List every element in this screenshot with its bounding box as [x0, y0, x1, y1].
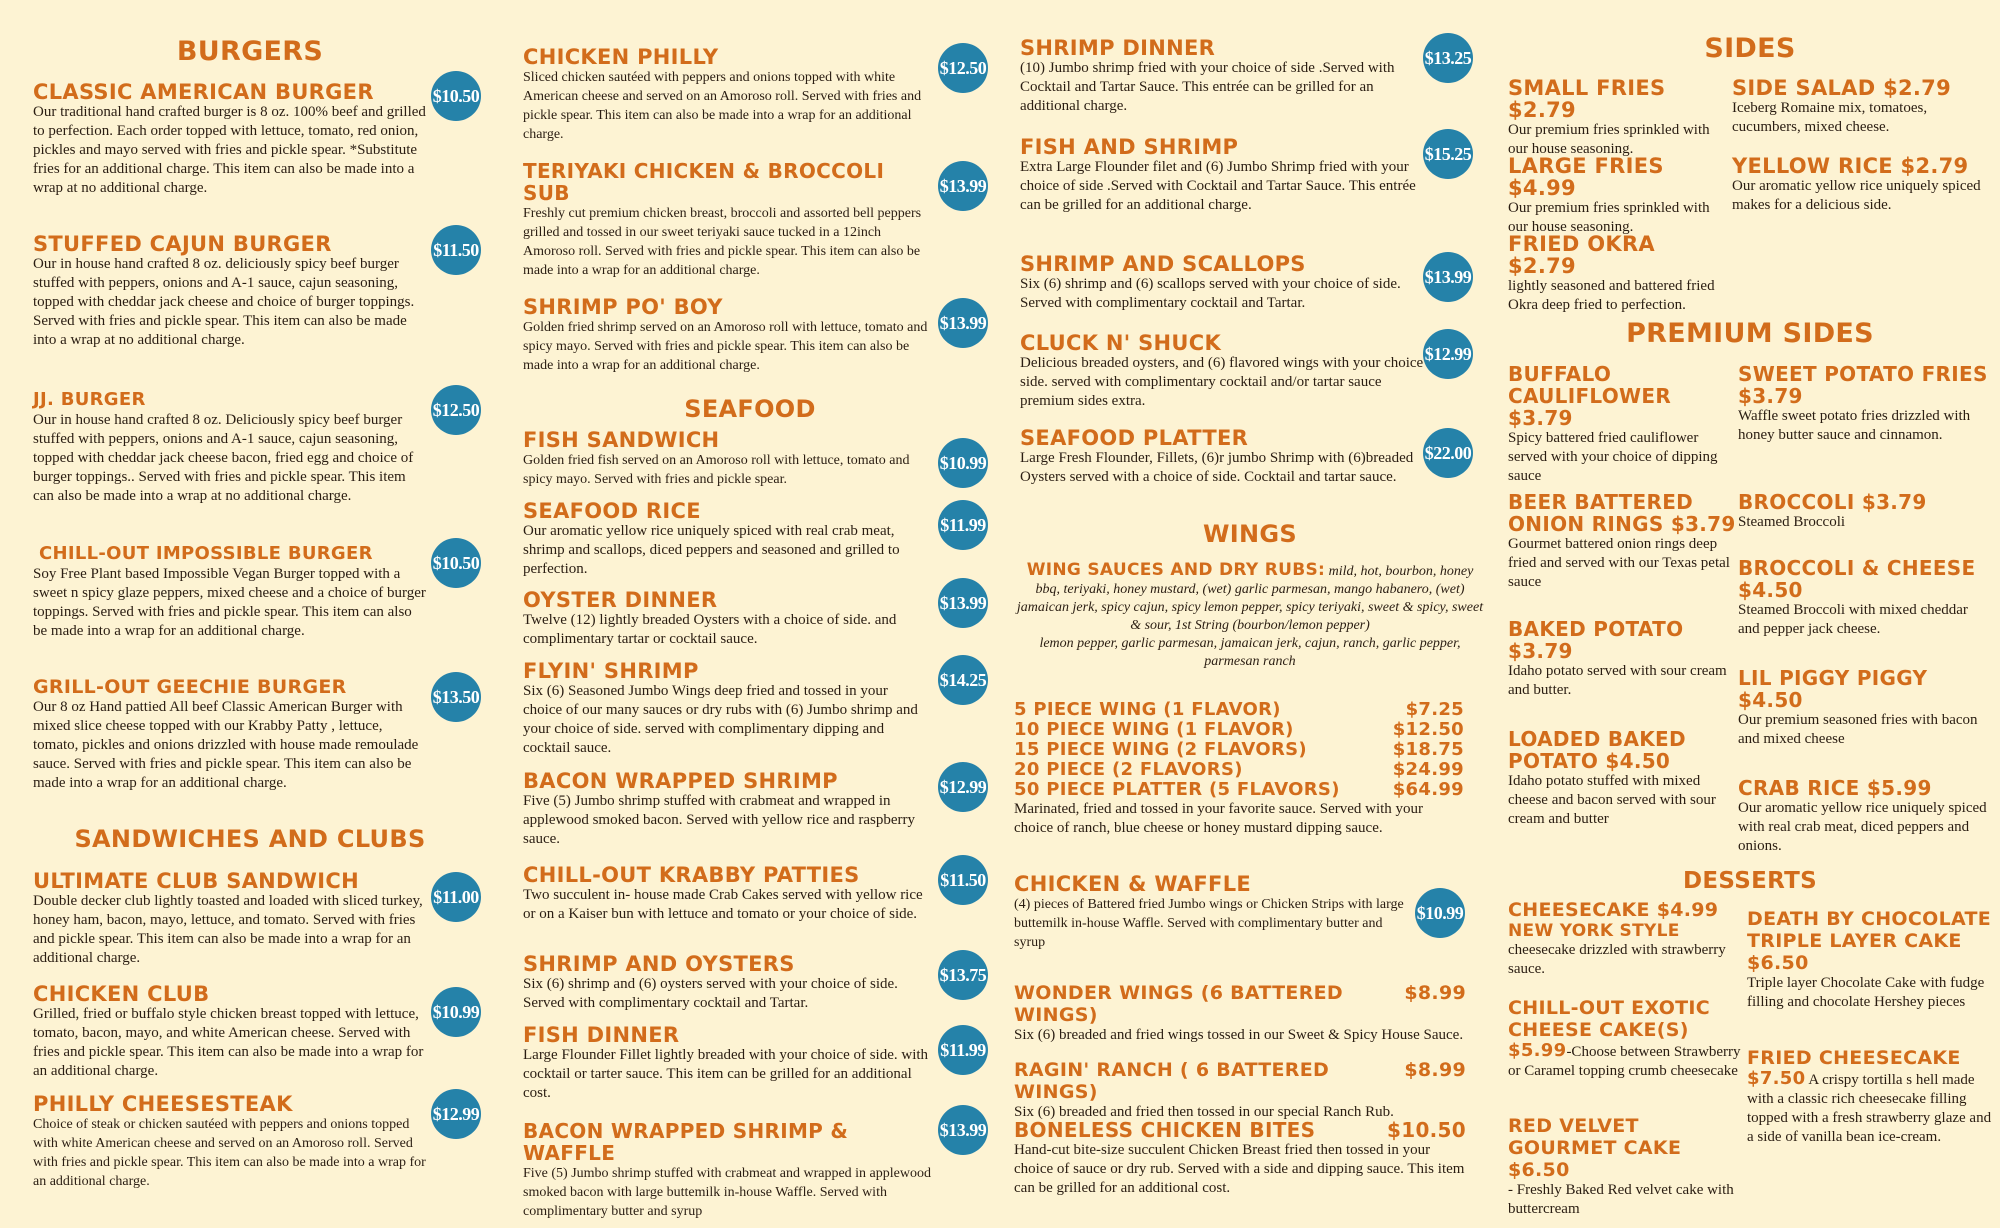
- item-description: Steamed Broccoli: [1738, 514, 1846, 530]
- item-name: ULTIMATE CLUB SANDWICH: [33, 869, 359, 893]
- item-header: [1014, 1119, 1466, 1141]
- item-description: Double decker club lightly toasted and loaded with sliced turkey, honey ham, bacon, mayo, lettuce, and tomato. Served with fries and pickle spear. This item can also be made into a wrap for an additional charge.: [33, 893, 423, 966]
- menu-item-shrimp-and-scallops: [1020, 253, 1435, 313]
- item-description: Freshly cut premium chicken breast, broccoli and assorted bell peppers grilled and tossed in our sweet teriyaki sauce tucked in a 12inch Amoroso roll. Served with fries and pickle spear. This item can also be made into a wrap for an additional charge.: [523, 206, 922, 278]
- dessert-exotic-cheesecake: [1508, 997, 1743, 1081]
- item-price: $8.99: [1404, 982, 1466, 1004]
- item-name: BAKED POTATO $3.79: [1508, 617, 1684, 663]
- menu-item-wonder-wings: [1014, 982, 1466, 1045]
- item-name: STUFFED CAJUN BURGER: [33, 232, 332, 256]
- item-name: YELLOW RICE $2.79: [1732, 154, 1969, 178]
- side-fried-okra: [1508, 233, 1728, 315]
- item-description: Soy Free Plant based Impossible Vegan Burger topped with a sweet n spicy glaze peppers, mixed cheese and a choice of burger toppings. Served with fries and pickle spear. This item can also be made into a wrap for an additional charge.: [33, 566, 426, 639]
- item-name: CHEESECAKE $4.99: [1508, 899, 1719, 921]
- premium-lil-piggy: [1738, 667, 1990, 749]
- item-description: Our premium fries sprinkled with our house seasoning.: [1508, 122, 1710, 157]
- item-price: $10.50: [1387, 1118, 1466, 1142]
- price-badge: $11.99: [938, 1025, 988, 1075]
- menu-item-oyster-dinner: [523, 589, 928, 649]
- item-description: Our premium seasoned fries with bacon and mixed cheese: [1738, 712, 1978, 747]
- price-badge: $10.99: [938, 438, 988, 488]
- wing-description: Marinated, fried and tossed in your favorite sauce. Served with your choice of ranch, blue cheese or honey mustard dipping sauce.: [1014, 801, 1424, 836]
- item-description-text: -Choose between Strawberry or Caramel topping crumb cheesecake: [1508, 1044, 1741, 1079]
- price-badge: $13.99: [938, 578, 988, 628]
- column-sides-desserts: [1500, 0, 2000, 1228]
- wing-price-list: [1014, 700, 1464, 838]
- item-name: FLYIN' SHRIMP: [523, 659, 699, 683]
- item-subtitle: NEW YORK STYLE: [1508, 921, 1680, 941]
- menu-item-shrimp-po-boy: [523, 296, 928, 375]
- wing-row-name: 15 PIECE WING (2 FLAVORS): [1014, 739, 1307, 760]
- item-description: Extra Large Flounder filet and (6) Jumbo Shrimp fried with your choice of side .Served with Cocktail and Tartar Sauce. This entrée can be grilled for an additional charge.: [1020, 159, 1416, 213]
- item-description: Two succulent in- house made Crab Cakes served with yellow rice or on a Kaiser bun with lettuce and tomato or your choice of side.: [523, 887, 923, 922]
- menu-item-krabby-patties: [523, 864, 928, 924]
- section-title-sandwiches: SANDWICHES AND CLUBS: [74, 825, 426, 853]
- item-name: BEER BATTERED ONION RINGS $3.79: [1508, 490, 1736, 536]
- menu-item-chicken-club: [33, 983, 428, 1081]
- price-badge: $15.25: [1423, 129, 1473, 179]
- item-price: $8.99: [1404, 1059, 1466, 1081]
- item-description: Our aromatic yellow rice uniquely spiced with real crab meat, diced peppers and onions.: [1738, 800, 1987, 854]
- price-badge: $12.50: [431, 385, 481, 435]
- price-badge: $22.00: [1423, 428, 1473, 478]
- item-name: SHRIMP DINNER: [1020, 36, 1216, 60]
- item-description: Idaho potato stuffed with mixed cheese and bacon served with sour cream and butter: [1508, 773, 1716, 827]
- item-description: Golden fried shrimp served on an Amoroso roll with lettuce, tomato and spicy mayo. Served with fries and pickle spear. This item can also be made into a wrap for an additional charge.: [523, 320, 928, 373]
- item-name: BACON WRAPPED SHRIMP: [523, 769, 838, 793]
- wing-sauces-list: mild, hot, bourbon, honey bbq, teriyaki, honey mustard, (wet) garlic parmesan, mango habanero, (wet) jamaican jerk, spicy cajun, spicy lemon pepper, spicy teriyaki, sweet & spicy, sweet & sour, 1st String (bourbon/lemon pepper): [1016, 564, 1484, 633]
- item-name: SWEET POTATO FRIES $3.79: [1738, 362, 1988, 408]
- wing-row-name: 50 PIECE PLATTER (5 FLAVORS): [1014, 779, 1340, 800]
- item-description: - Freshly Baked Red velvet cake with buttercream: [1508, 1182, 1734, 1217]
- price-badge: $12.99: [431, 1089, 481, 1139]
- wing-row: [1014, 720, 1464, 740]
- menu-item-seafood-platter: [1020, 427, 1425, 487]
- item-description: (4) pieces of Battered fried Jumbo wings or Chicken Strips with large buttemilk in-house Waffle. Served with complimentary butter and syrup: [1014, 897, 1404, 950]
- price-badge: $13.99: [938, 1105, 988, 1155]
- dessert-red-velvet: [1508, 1115, 1743, 1219]
- menu-item-chicken-waffle: [1014, 873, 1409, 952]
- price-badge: $12.99: [1423, 329, 1473, 379]
- item-description: Our in house hand crafted 8 oz. Deliciously spicy beef burger stuffed with peppers, onions and A-1 sauce, cajun seasoning, topped with cheddar jack cheese bacon, fried egg and choice of burger toppings.. Served with fries and pickle spear. This item can also be made into a wrap at no additional charge.: [33, 412, 414, 504]
- price-badge: $13.50: [431, 672, 481, 722]
- price-badge: $14.25: [938, 655, 988, 705]
- price-badge: $10.50: [431, 538, 481, 588]
- side-large-fries: [1508, 155, 1728, 237]
- section-title-premium-sides: PREMIUM SIDES: [1626, 318, 1874, 349]
- item-name: CRAB RICE $5.99: [1738, 776, 1932, 800]
- menu-item-ragin-ranch: [1014, 1059, 1466, 1122]
- item-name: SHRIMP PO' BOY: [523, 295, 723, 319]
- wing-row-name: 10 PIECE WING (1 FLAVOR): [1014, 719, 1294, 740]
- item-name: SEAFOOD PLATTER: [1020, 426, 1249, 450]
- item-description: Iceberg Romaine mix, tomatoes, cucumbers, mixed cheese.: [1732, 100, 1928, 135]
- item-name: GRILL-OUT GEECHIE BURGER: [33, 676, 347, 698]
- item-description: Triple layer Chocolate Cake with fudge filling and chocolate Hershey pieces: [1747, 975, 1985, 1010]
- item-description: Waffle sweet potato fries drizzled with honey butter sauce and cinnamon.: [1738, 408, 1971, 443]
- item-description: Grilled, fried or buffalo style chicken breast topped with lettuce, tomato, bacon, mayo, and white American cheese. Served with fries and pickle spear. This item can also be made into a wrap for an additional charge.: [33, 1006, 424, 1079]
- price-badge: $13.99: [938, 298, 988, 348]
- item-description-text: A crispy tortilla s hell made with a classic rich cheesecake filling topped with a fresh strawberry glaze and a side of vanilla bean ice-cream.: [1747, 1072, 1992, 1145]
- item-header: [1014, 982, 1466, 1026]
- price-badge: $13.99: [1423, 252, 1473, 302]
- menu-item-stuffed-cajun-burger: [33, 233, 428, 350]
- price-badge: $11.50: [431, 225, 481, 275]
- item-description: Our 8 oz Hand pattied All beef Classic American Burger with mixed slice cheese topped with our Krabby Patty , lettuce, tomato, pickles and onions drizzled with house made remoulade sauce. Served with fries and pickle spear. This item can also be made into a wrap for an additional charge.: [33, 699, 419, 791]
- item-name: SEAFOOD RICE: [523, 499, 701, 523]
- menu-item-fish-and-shrimp: [1020, 136, 1425, 215]
- premium-baked-potato: [1508, 618, 1736, 700]
- price-badge: $12.50: [938, 43, 988, 93]
- item-name: CLUCK N' SHUCK: [1020, 331, 1222, 355]
- item-name: RAGIN' RANCH ( 6 BATTERED WINGS): [1014, 1059, 1330, 1103]
- price-badge: $13.75: [938, 950, 988, 1000]
- side-yellow-rice: [1732, 155, 1982, 215]
- item-name: TERIYAKI CHICKEN & BROCCOLI SUB: [523, 159, 885, 205]
- column-sandwiches-seafood: [500, 0, 1000, 1228]
- item-description: Six (6) Seasoned Jumbo Wings deep fried and tossed in your choice of our many sauces or dry rubs with (6) Jumbo shrimp and your choice of side. served with complimentary dipping and cocktail sauce.: [523, 683, 918, 756]
- menu-item-classic-american-burger: [33, 81, 428, 198]
- wing-row-price: $18.75: [1392, 739, 1464, 760]
- menu-item-chicken-philly: [523, 46, 928, 144]
- item-name: CHICKEN & WAFFLE: [1014, 872, 1252, 896]
- wing-row-name: 5 PIECE WING (1 FLAVOR): [1014, 699, 1281, 720]
- premium-broccoli-cheese: [1738, 557, 1990, 639]
- item-name: BROCCOLI $3.79: [1738, 490, 1927, 514]
- item-name: PHILLY CHEESESTEAK: [33, 1092, 293, 1116]
- menu-item-seafood-rice: [523, 500, 928, 579]
- menu-item-cluck-n-shuck: [1020, 332, 1425, 411]
- item-name: RED VELVET GOURMET CAKE $6.50: [1508, 1115, 1682, 1181]
- price-badge: $12.99: [938, 762, 988, 812]
- menu-item-chill-out-impossible-burger: [33, 543, 428, 641]
- item-description: Idaho potato served with sour cream and butter.: [1508, 663, 1727, 698]
- item-price: $5.99: [1508, 1040, 1567, 1061]
- wing-sauces: [1015, 561, 1485, 671]
- item-description: lightly seasoned and battered fried Okra deep fried to perfection.: [1508, 278, 1715, 313]
- wing-row-price: $7.25: [1405, 699, 1464, 720]
- premium-sweet-potato-fries: [1738, 363, 1990, 445]
- menu-item-bacon-wrapped-shrimp: [523, 770, 928, 849]
- item-description: Choice of steak or chicken sautéed with peppers and onions topped with white American cheese and served on an Amoroso roll. Served with fries and pickle spear. This item can also be made into a wrap for an additional charge.: [33, 1117, 426, 1189]
- item-description: Our aromatic yellow rice uniquely spiced makes for a delicious side.: [1732, 178, 1981, 213]
- item-description: Six (6) breaded and fried then tossed in our special Ranch Rub.: [1014, 1104, 1394, 1120]
- item-name: LOADED BAKED POTATO $4.50: [1508, 727, 1686, 773]
- section-title-wings: WINGS: [1203, 520, 1297, 548]
- item-name: CHICKEN CLUB: [33, 982, 210, 1006]
- menu-item-fish-sandwich: [523, 429, 928, 489]
- wing-row: [1014, 780, 1464, 800]
- menu-item-fish-dinner: [523, 1024, 933, 1103]
- wing-row: [1014, 700, 1464, 720]
- item-description: Our in house hand crafted 8 oz. deliciously spicy beef burger stuffed with peppers, onions and A-1 sauce, cajun seasoning, topped with cheddar jack cheese and choice of burger toppings. Served with fries and pickle spear. This item can also be made into a wrap at no additional charge.: [33, 256, 415, 348]
- price-badge: $10.99: [431, 987, 481, 1037]
- item-name: DEATH BY CHOCOLATE TRIPLE LAYER CAKE $6.50: [1747, 908, 1992, 974]
- premium-crab-rice: [1738, 777, 1990, 856]
- item-description: Large Flounder Fillet lightly breaded with your choice of side. with cocktail or tarter sauce. This item can be grilled for an additional cost.: [523, 1047, 929, 1101]
- price-badge: $13.25: [1423, 33, 1473, 83]
- menu-item-shrimp-dinner: [1020, 37, 1425, 116]
- item-description: Five (5) Jumbo shrimp stuffed with crabmeat and wrapped in applewood smoked bacon with large buttemilk in-house Waffle. Served with complimentary butter and syrup: [523, 1166, 931, 1219]
- wing-row-price: $12.50: [1392, 719, 1464, 740]
- menu-item-jj-burger: [33, 389, 428, 506]
- wing-row-price: $64.99: [1392, 779, 1464, 800]
- item-description: Five (5) Jumbo shrimp stuffed with crabmeat and wrapped in applewood smoked bacon. Served with yellow rice and raspberry sauce.: [523, 793, 915, 847]
- price-badge: $13.99: [938, 161, 988, 211]
- menu-item-bacon-shrimp-waffle: [523, 1120, 933, 1221]
- section-title-desserts: DESSERTS: [1683, 868, 1817, 894]
- wing-row-name: 20 PIECE (2 FLAVORS): [1014, 759, 1243, 780]
- item-description: Our premium fries sprinkled with our house seasoning.: [1508, 200, 1710, 235]
- item-name: FRIED CHEESECAKE: [1747, 1047, 1961, 1069]
- column-burgers: [0, 0, 500, 1228]
- item-description: cheesecake drizzled with strawberry sauce.: [1508, 942, 1726, 977]
- item-name: SHRIMP AND SCALLOPS: [1020, 252, 1306, 276]
- menu-item-flyin-shrimp: [523, 660, 928, 758]
- item-name: SMALL FRIES $2.79: [1508, 76, 1666, 122]
- item-description: Six (6) shrimp and (6) oysters served with your choice of side. Served with complimentary cocktail and Tartar.: [523, 976, 898, 1011]
- item-name: FISH DINNER: [523, 1023, 680, 1047]
- menu-item-philly-cheesesteak: [33, 1093, 428, 1191]
- price-badge: $11.50: [938, 855, 988, 905]
- wing-row: [1014, 740, 1464, 760]
- item-description: Six (6) shrimp and (6) scallops served with your choice of side. Served with complimentary cocktail and Tartar.: [1020, 276, 1401, 311]
- item-name: CHILL-OUT IMPOSSIBLE BURGER: [39, 543, 373, 564]
- item-name: FISH AND SHRIMP: [1020, 135, 1239, 159]
- side-small-fries: [1508, 77, 1728, 159]
- item-description: Hand-cut bite-size succulent Chicken Breast fried then tossed in your choice of sauce or dry rub. Served with a side and dipping sauce. This item can be grilled for an additional cost.: [1014, 1142, 1465, 1196]
- item-name: LARGE FRIES $4.99: [1508, 154, 1664, 200]
- section-title-seafood: SEAFOOD: [684, 395, 816, 423]
- item-name: FISH SANDWICH: [523, 428, 720, 452]
- side-side-salad: [1732, 77, 1982, 137]
- item-description: Delicious breaded oysters, and (6) flavored wings with your choice side. served with complimentary cocktail and/or tartar sauce premium sides extra.: [1020, 355, 1424, 409]
- item-name: JJ. BURGER: [33, 389, 146, 410]
- premium-onion-rings: [1508, 491, 1736, 592]
- menu-item-grill-out-geechie-burger: [33, 676, 428, 793]
- wing-sauces-label: WING SAUCES AND DRY RUBS:: [1026, 560, 1326, 580]
- menu-item-ultimate-club: [33, 870, 428, 968]
- item-description: Twelve (12) lightly breaded Oysters with a choice of side. and complimentary tartar or cocktail sauce.: [523, 612, 897, 647]
- dessert-fried-cheesecake: [1747, 1047, 1992, 1147]
- wing-row-price: $24.99: [1392, 759, 1464, 780]
- premium-loaded-baked-potato: [1508, 728, 1736, 829]
- premium-broccoli: [1738, 491, 1990, 532]
- item-description: [1508, 1041, 1743, 1081]
- item-description: Our traditional hand crafted burger is 8 oz. 100% beef and grilled to perfection. Each order topped with lettuce, tomato, red onion, pickles and mayo served with fries and pickle spear. *Substitute fries for an additional charge. This item can also be made into a wrap at no additional charge.: [33, 104, 426, 196]
- item-name: FRIED OKRA $2.79: [1508, 232, 1655, 278]
- section-title-sides: SIDES: [1704, 33, 1796, 64]
- item-name: BUFFALO CAULIFLOWER $3.79: [1508, 362, 1672, 430]
- menu-item-teriyaki-chicken-sub: [523, 160, 928, 280]
- column-seafood-wings: [1000, 0, 1500, 1228]
- item-description: Our aromatic yellow rice uniquely spiced with real crab meat, shrimp and scallops, diced peppers and seasoned and grilled to perfection.: [523, 523, 900, 577]
- price-badge: $11.00: [431, 872, 481, 922]
- item-name: BACON WRAPPED SHRIMP & WAFFLE: [523, 1119, 849, 1165]
- item-description: (10) Jumbo shrimp fried with your choice of side .Served with Cocktail and Tartar Sauce. This entrée can be grilled for an additional charge.: [1020, 60, 1395, 114]
- dessert-cheesecake: [1508, 899, 1743, 979]
- dessert-death-by-chocolate: [1747, 908, 1992, 1012]
- item-name: CHICKEN PHILLY: [523, 45, 719, 69]
- price-badge: $11.99: [938, 500, 988, 550]
- item-name: CHILL-OUT EXOTIC CHEESE CAKE(S): [1508, 997, 1711, 1041]
- item-description: Large Fresh Flounder, Fillets, (6)r jumbo Shrimp with (6)breaded Oysters served with a choice of side. Cocktail and tartar sauce.: [1020, 450, 1414, 485]
- price-badge: $10.99: [1415, 888, 1465, 938]
- item-price: $7.50: [1747, 1068, 1806, 1089]
- item-description: Sliced chicken sautéed with peppers and onions topped with white American cheese and served on an Amoroso roll. Served with fries and pickle spear. This item can also be made into a wrap for an additional charge.: [523, 70, 922, 142]
- section-title-burgers: BURGERS: [176, 36, 324, 67]
- item-name: OYSTER DINNER: [523, 588, 718, 612]
- menu-item-shrimp-and-oysters: [523, 953, 928, 1013]
- item-name: CHILL-OUT KRABBY PATTIES: [523, 863, 860, 887]
- item-name: SIDE SALAD $2.79: [1732, 76, 1952, 100]
- item-description: Steamed Broccoli with mixed cheddar and pepper jack cheese.: [1738, 602, 1968, 637]
- item-description: Six (6) breaded and fried wings tossed in our Sweet & Spicy House Sauce.: [1014, 1027, 1464, 1043]
- item-name: SHRIMP AND OYSTERS: [523, 952, 795, 976]
- item-name: WONDER WINGS (6 BATTERED WINGS): [1014, 982, 1343, 1026]
- dry-rubs-list: lemon pepper, garlic parmesan, jamaican jerk, cajun, ranch, garlic pepper, parmesan ranch: [1039, 636, 1461, 669]
- premium-buffalo-cauliflower: [1508, 363, 1736, 486]
- item-description: Gourmet battered onion rings deep fried and served with our Texas petal sauce: [1508, 536, 1730, 590]
- item-name: BROCCOLI & CHEESE $4.50: [1738, 556, 1976, 602]
- menu-item-boneless-bites: [1014, 1119, 1466, 1198]
- wing-row: [1014, 760, 1464, 780]
- item-name: LIL PIGGY PIGGY $4.50: [1738, 666, 1928, 712]
- price-badge: $10.50: [431, 71, 481, 121]
- item-description: Golden fried fish served on an Amoroso roll with lettuce, tomato and spicy mayo. Served with fries and pickle spear.: [523, 453, 910, 487]
- item-description: Spicy battered fried cauliflower served with your choice of dipping sauce: [1508, 430, 1718, 484]
- item-description: [1747, 1069, 1992, 1147]
- item-name: BONELESS CHICKEN BITES: [1014, 1118, 1316, 1142]
- item-header: [1014, 1059, 1466, 1103]
- item-name: CLASSIC AMERICAN BURGER: [33, 80, 374, 104]
